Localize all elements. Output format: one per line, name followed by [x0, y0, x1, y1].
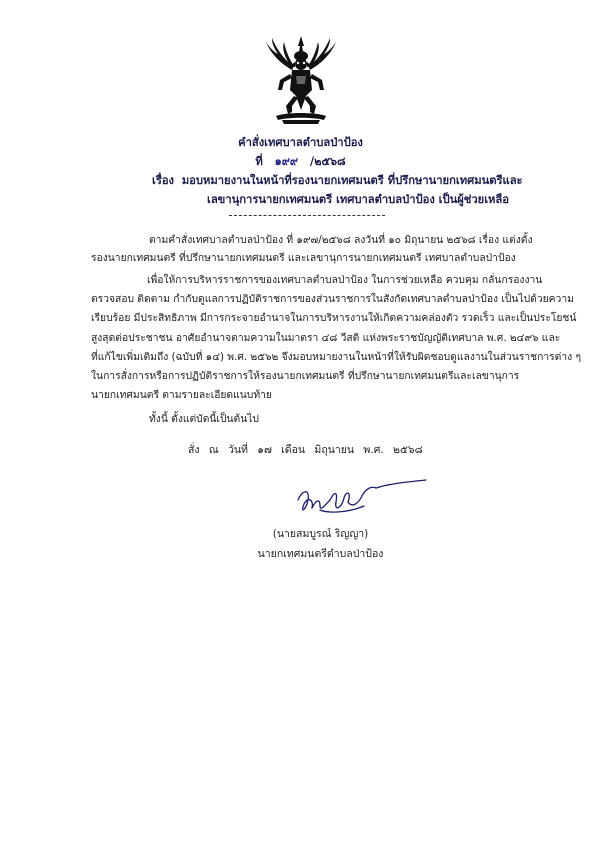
subject-text-1: มอบหมายงานในหน้าที่รองนายกเทศมนตรี ที่ปรึกษานายกเทศมนตรีและ [181, 174, 523, 187]
divider [229, 215, 385, 216]
paragraph-2 [91, 271, 581, 405]
subject-line-1 [152, 171, 572, 189]
signer-position: นายกเทศมนตรีตำบลป่าป้อง [257, 548, 384, 560]
paragraph-2-line: นายกเทศมนตรี ตามรายละเอียดแนบท้าย [91, 389, 272, 402]
order-number: ๑๙๙ [274, 155, 299, 168]
subject-line-2: เลขานุการนายกเทศมนตรี เทศบาลตำบลป่าป้อง เป็นผู้ช่วยเหลือ [207, 193, 510, 206]
paragraph-1-line-2: รองนายกเทศมนตรี ที่ปรึกษานายกเทศมนตรี และเลขานุการนายกเทศมนตรี เทศบาลตำบลป่าป้อง [91, 252, 516, 264]
subject-label: เรื่อง [152, 174, 175, 187]
paragraph-2-line: เพื่อให้การบริหารราชการของเทศบาลตำบลป่าป้อง ในการช่วยเหลือ ควบคุม กลั่นกรองงาน [147, 274, 543, 286]
paragraph-1-line-1: ตามคำสั่งเทศบาลตำบลป่าป้อง ที่ ๑๙๗/๒๕๖๘ ลงวันที่ ๑๐ มิถุนายน ๒๕๖๘ เรื่อง แต่งตั้ง [149, 234, 533, 246]
order-title: คำสั่งเทศบาลตำบลป่าป้อง [238, 136, 363, 149]
order-year: /๒๕๖๘ [310, 155, 346, 168]
order-number-line [0, 152, 601, 170]
paragraph-2-line: สูงสุดต่อประชาชน อาศัยอำนาจตามความในมาตรา ๔๘ วีสติ แห่งพระราชบัญญัติเทศบาล พ.ศ. ๒๔๙๖ และ [91, 331, 561, 344]
number-label: ที่ [255, 155, 263, 168]
paragraph-2-line: เรียบร้อย มีประสิทธิภาพ มีการกระจายอำนาจในการบริหารงานให้เกิดความคล่องตัว รวดเร็ว และเป็นประโยชน์ [91, 312, 577, 325]
paragraph-2-line: ตรวจสอบ ติดตาม กำกับดูแลการปฏิบัติราชการของส่วนราชการในสังกัดเทศบาลตำบลป่าป้อง เป็นไปด้วยความ [91, 293, 574, 306]
paragraph-2-line: ในการสั่งการหรือการปฏิบัติราชการให้รองนายกเทศมนตรี ที่ปรึกษานายกเทศมนตรีและเลขานุการ [91, 370, 520, 383]
signer-name: (นายสมบูรณ์ ริญญา) [272, 528, 369, 540]
date-line: สั่ง ณ วันที่ ๑๗ เดือน มิถุนายน พ.ศ. ๒๕๖๘ [188, 444, 423, 456]
garuda-emblem [262, 34, 340, 126]
paragraph-2-line: ที่แก้ไขเพิ่มเติมถึง (ฉบับที่ ๑๔) พ.ศ. ๒๕๖๒ จึงมอบหมายงานในหน้าที่ให้รับผิดชอบดูแลงานในส่วนราชการต่าง ๆ [91, 350, 581, 363]
signature [290, 478, 430, 522]
paragraph-3: ทั้งนี้ ตั้งแต่บัดนี้เป็นต้นไป [149, 413, 259, 425]
